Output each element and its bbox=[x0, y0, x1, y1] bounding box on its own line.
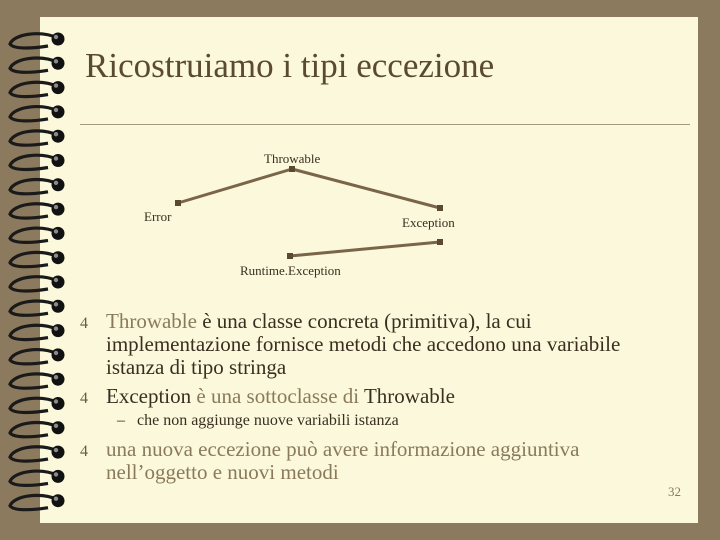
bullet-body: è una sottoclasse di bbox=[191, 384, 364, 408]
bullet-text bbox=[106, 385, 646, 408]
bullet-keyword: Throwable bbox=[106, 309, 197, 333]
sub-bullet-text: che non aggiunge nuove variabili istanza bbox=[137, 412, 399, 429]
node-dot-exception-bottom bbox=[437, 239, 443, 245]
edge-throwable-error bbox=[178, 169, 292, 203]
bullet-exception bbox=[80, 384, 455, 410]
bullet-text bbox=[106, 310, 646, 379]
sub-bullet bbox=[117, 412, 399, 430]
node-exception: Exception bbox=[402, 215, 455, 230]
bullet-throwable bbox=[80, 309, 621, 379]
node-dot-runtime bbox=[287, 253, 293, 259]
bullet-keyword: Throwable bbox=[363, 384, 455, 408]
node-runtime-exception: Runtime.Exception bbox=[240, 263, 341, 278]
bullet-keyword: Exception bbox=[106, 384, 192, 408]
slide-title: Ricostruiamo i tipi eccezione bbox=[85, 46, 495, 85]
bullet-marker: 4 bbox=[80, 390, 88, 407]
node-throwable: Throwable bbox=[264, 151, 321, 166]
bullet-marker: 4 bbox=[80, 443, 88, 460]
edge-throwable-exception bbox=[292, 169, 440, 208]
node-error: Error bbox=[144, 209, 172, 224]
node-dot-error bbox=[175, 200, 181, 206]
edge-exception-runtime bbox=[290, 242, 440, 256]
sub-bullet-dash: – bbox=[117, 412, 125, 429]
bullet-new-exception bbox=[80, 437, 580, 484]
bullet-marker: 4 bbox=[80, 315, 88, 332]
page-number: 32 bbox=[668, 484, 681, 499]
bullet-body: è una classe concreta (primitiva), la cui implementazione fornisce metodi che accedono una variabile istanza di tipo stringa bbox=[106, 309, 621, 379]
bullet-text: una nuova eccezione può avere informazione aggiuntiva nell’oggetto e nuovi metodi bbox=[106, 437, 580, 484]
node-dot-exception bbox=[437, 205, 443, 211]
